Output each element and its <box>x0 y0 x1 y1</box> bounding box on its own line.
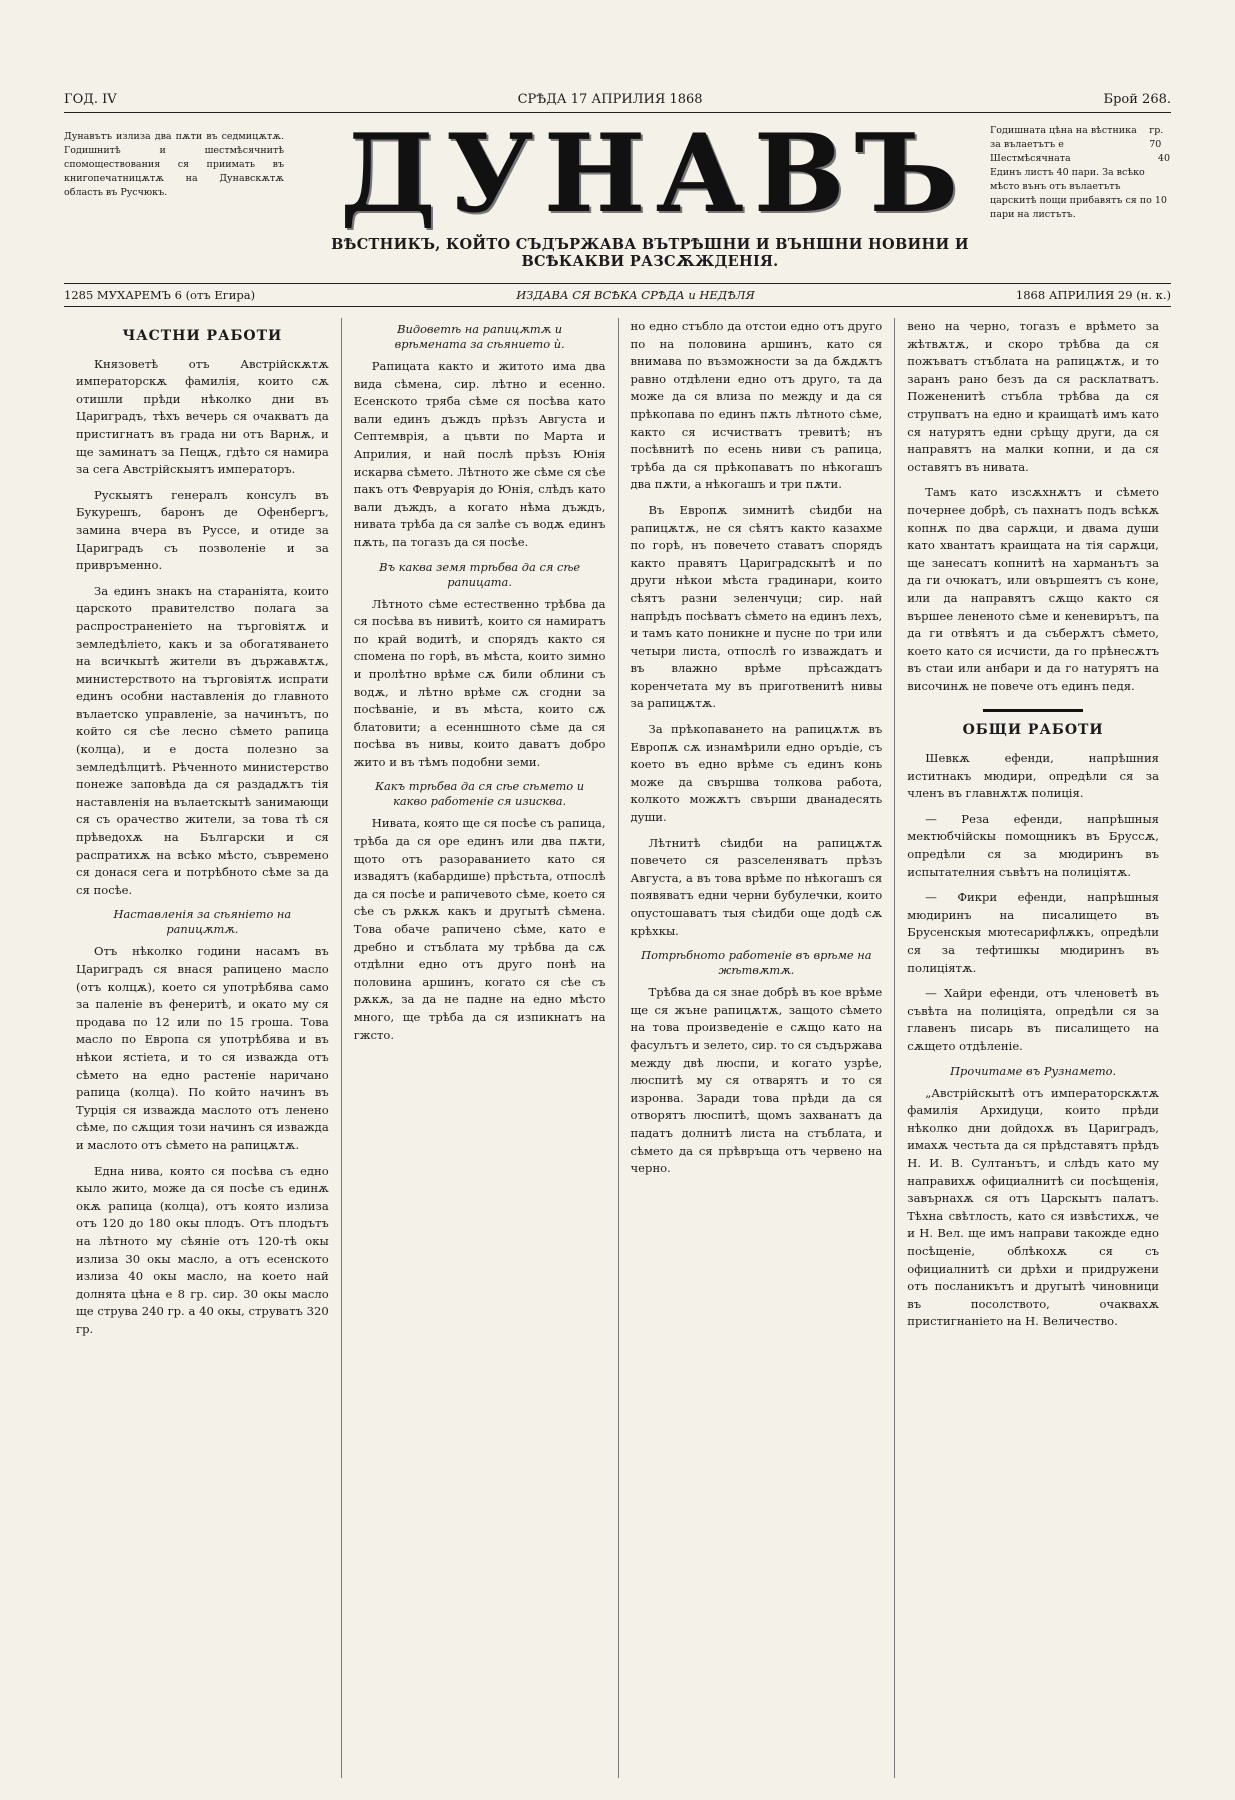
masthead <box>331 111 969 270</box>
paragraph: — Фикри ефенди, напрѣшныя мюдиринъ на писалището въ Брусенскыя мютесарифлѫкъ, опредѣли ся за тефтишкы мюдиринъ въ полиціятѫ. <box>907 890 1159 975</box>
price-value-2: 40 <box>1157 153 1170 164</box>
paragraph: Нивата, която ще ся посѣе съ рапица, трѣба да ся оре единъ или два пѫти, щото отъ разораванието като ся извадятъ (кабардише) прѣстьта, отпослѣ да ся посѣе и рапичевото сѣме, което ся сѣе съ рѫкѫ какъ и другытѣ сѣмена. Това обаче рапичено сѣме, като е дребно и стъблата му трѣбва да сѫ отдѣлни едно отъ друго понѣ на половина аршинъ, когато ся сѣе съ рѫкѫ, за да не падне на едно мѣсто много, ще трѣба да ся изпикнатъ на гжсто. <box>353 816 606 1042</box>
paragraph: но едно стъбло да отстои едно отъ друго по на половина аршинъ, като ся внимава по възможности за да бѫдѫтъ равно отдѣлени едно отъ друго, та да може да ся влиза по между и да ся прѣкопава по единъ пѫть лѣтното сѣме, както ся исчистватъ тревитѣ; нъ посѣвнитѣ по есень ниви съ рапица, трѣба да ся прѣкопаватъ по нѣкогашъ два пѫти, а нѣкогашъ и три пѫти. <box>630 319 883 492</box>
article-columns <box>64 318 1171 1778</box>
subheading: Видоветѣ на рапицѫтѫ и врѣмената за сѣянието ѝ. <box>394 322 565 351</box>
paragraph: Рапицата както и житото има два вида сѣмена, сир. лѣтно и есенно. Есенското тряба сѣме ся посѣва като вали единъ дъждъ прѣзъ Августа и Септемврія, а цъвти по Марта и Априлия, и най послѣ прѣзъ Юнія искарва сѣмето. Лѣтното же сѣме ся сѣе пакъ отъ Февруарія до Юнія, слѣдъ като вали дъждъ, а когато нѣма дъждъ, нивата трѣба да ся залѣе съ водѫ единъ пѫть, па тогазъ да ся посѣе. <box>353 359 606 549</box>
paragraph: Лѣтнитѣ сѣидби на рапицѫтѫ повечето ся разселеняватъ прѣзъ Августа, а въ това врѣме по нѣкогашъ ся появяватъ едни черни бубулечки, които опустошаватъ тыя сѣидби още додѣ сѫ крѣхкы. <box>630 835 883 938</box>
dateline-left: 1285 МУХАРЕМЪ 6 (отъ Егира) <box>64 288 256 302</box>
subheading: Наставленія за сѣяніето на рапицѫтѫ. <box>113 907 292 937</box>
newspaper-subtitle: ВѢСТНИКЪ, КОЙТО СЪДЪРЖАВА ВЪТРѢШНИ И ВЪНШНИ НОВИНИ И ВСѢКАКВИ РАЗСѪЖДЕНІЯ. <box>331 236 969 270</box>
dateline <box>64 288 1171 302</box>
price-box <box>990 124 1170 222</box>
paragraph: За прѣкопаването на рапицѫтѫ въ Европѫ сѫ изнамѣрили едно оръдіе, съ което въ едно врѣме съ единъ конь може да свършва толкова работа, колкото можѫтъ свърши дванадесять души. <box>630 722 883 825</box>
paragraph: Една нива, която ся посѣва съ едно кыло жито, може да ся посѣе съ единѫ окѫ рапица (колца), отъ която излиза отъ 120 до 180 окы плодъ. Отъ плодътъ на лѣтното му сѣяніе отъ 120-тѣ окы излиза 30 окы масло, а отъ есенското излиза 40 окы масло, на което най долнята цѣна е 8 гр. сир. 30 окы масло ще струва 240 гр. а 40 окы, струватъ 320 гр. <box>76 1163 329 1336</box>
paragraph: Лѣтното сѣме естественно трѣбва да ся посѣва въ нивитѣ, които ся намиратъ по край водитѣ, и спорядъ както ся спомена по горѣ, въ мѣста, които зимно и пролѣтно врѣме сѫ били облини съ водѫ, и лѣтно врѣме сѫ сгодни за посѣваніе, и въ мѣста, които сѫ блатовити; а есенншното сѣме да ся посѣва въ нивы, които даватъ добро жито и въ тѣмъ подобни земи. <box>353 596 606 769</box>
paragraph: „Австрійскытѣ отъ императорскѫтѫ фамилія Архидуци, които прѣди нѣколко дни дойдохѫ въ Цариградъ, имахѫ честьта да ся прѣдставятъ прѣдъ Н. И. В. Султанътъ, и слѣдъ като му направихѫ официалнитѣ си посѣщенія, завърнахѫ ся отъ Царскытъ палатъ. Тѣхна свѣтлость, като ся извѣстихѫ, че и Н. Вел. ще имъ направи такожде едно посѣщеніе, облѣкохѫ ся съ официалнитѣ си дрѣхи и придружени отъ посланикътъ и другытѣ чиновници въ посолството, очаквахѫ пристигнаніето на Н. Величество. <box>907 1085 1159 1329</box>
year-label: ГОД. IV <box>64 92 117 107</box>
price-note: Единъ листъ 40 пари. За всѣко мѣсто вънъ отъ вълаетътъ царскитѣ пощи прибавятъ ся по 10 пари на листътъ. <box>990 167 1167 220</box>
price-line-2: Шестмѣсячната <box>990 153 1071 164</box>
newspaper-title: ДУНАВЪ <box>340 111 969 237</box>
paragraph: Рускыятъ генералъ консулъ въ Букурешъ, баронъ де Офенбергъ, замина вчера въ Руссе, и отиде за Цариградъ съ позволеніе и за привръменно. <box>76 487 329 573</box>
publication-note: Дунавътъ излиза два пѫти въ седмицѫтѫ. Годишнитѣ и шестмѣсячнитѣ спомоществования ся приимать въ книгопечатницѫтѫ на Дунавскѫтѫ область въ Русчюкъ. <box>64 131 284 198</box>
subheading: Прочитаме въ Рузнамето. <box>950 1063 1117 1078</box>
price-line-1: Годишната цѣна на вѣстника за вълаетътъ е <box>990 125 1137 150</box>
paragraph: За единъ знакъ на стараніята, които царското правителство полага за распространеніето на търговіятѫ и земледѣліето, какъ и за обогатяването на всичкытѣ жители въ държавѫтѫ, министерството на търговіятѫ испрати единъ особни наставленія до главното вълаетско управленіе, за начинътъ, по който ся сѣе лесно сѣмето рапица (колца), и е доста полезно за земледѣлцитѣ. Рѣченното министерство понеже заповѣда да ся раздадѫтъ тія наставленія на вълаетскытѣ занимающи ся съ орачество жители, за това тѣ ся прѣведохѫ на Български и ся распратихѫ на всѣко мѣсто, съвремено ся донася сега и потрѣбното сѣме за да ся посѣе. <box>76 583 329 897</box>
subheading: Потрѣбното работеніе въ врѣме на жѣтвѫтѫ. <box>641 948 872 978</box>
issue-number: Брой 268. <box>1103 92 1171 107</box>
paragraph: Князоветѣ отъ Австрійскѫтѫ императорскѫ фамилія, които сѫ отишли прѣди нѣколко дни въ Цариградъ, тѣхъ вечерь ся очакватъ да пристигнатъ въ града ни отъ Варнѫ, и ще заминатъ за Пещѫ, гдѣто ся намира за сега Австрійскыятъ императоръ. <box>76 356 329 477</box>
paragraph: Трѣбва да ся знае добрѣ въ кое врѣме ще ся жъне рапицѫтѫ, защото сѣмето на това произведеніе е сѫщо като на фасулътъ и зелето, сир. то ся съдържава между двѣ люспи, и когато узрѣе, люспитѣ му ся отварятъ и то ся изронва. Заради това прѣди да ся отворятъ люспитѣ, щомъ захванатъ да падатъ долнитѣ листа на стъблата, и сѣмето да ся прѣвръща отъ червено на черно. <box>630 985 883 1176</box>
subheading: Въ каква земя трѣбва да ся сѣе рапицата. <box>379 559 581 589</box>
paragraph: Отъ нѣколко години насамъ въ Цариградъ ся внася рапицено масло (отъ колцѫ), което ся употрѣбява само за паленіе въ фенеритѣ, и окато му ся продава по 12 или по 15 гроша. Това масло по Европа ся употрѣбява и въ нѣкои ястіета, и то ся изважда отъ сѣмето на едно растеніе наричано рапица (колца). По който начинъ въ Турція ся изважда маслото отъ ленено сѣме, по сѫщия този начинъ ся изважда и маслото отъ сѣмето на рапицѫтѫ. <box>76 944 329 1152</box>
column-3 <box>618 318 895 1778</box>
dateline-right: 1868 АПРИЛИЯ 29 (н. к.) <box>1015 288 1171 302</box>
dateline-rule-bottom <box>64 306 1171 307</box>
top-line <box>64 92 1171 107</box>
paragraph: вено на черно, тогазъ е врѣмето за жѣтвѫтѫ, и скоро трѣбва да ся пожъватъ стъблата на рапицѫтѫ, и то заранъ рано безъ да ся расклатватъ. Пожененитѣ стъбла трѣбва да ся струпватъ на едно и краищатѣ имъ като ся натурятъ едни срѣщу други, да ся направятъ на малки копни, и да ся оставятъ въ нивата. <box>907 319 1159 474</box>
subheading: Какъ трѣбва да ся сѣе сѣмето и какво работеніе ся изисква. <box>375 779 585 809</box>
paragraph: — Хайри ефенди, отъ членоветѣ въ съвѣта на полиціята, опредѣли ся за главенъ писарь въ писалището на сѫщето отдѣленіе. <box>907 986 1159 1053</box>
section-heading-private: ЧАСТНИ РАБОТИ <box>122 328 283 344</box>
paragraph: Въ Европѫ зимнитѣ сѣидби на рапицѫтѫ, не ся сѣятъ както казахме по горѣ, нъ повечето ставатъ спорядъ както правятъ Цариградскытѣ и по други нѣкои мѣста градинари, които сѣятъ разни зеленчуци; сир. най напрѣдъ посѣватъ сѣмето на единъ лехъ, и тамъ като поникне и пусне по три или четыри листа, отпослѣ го изваждатъ и въ влажно врѣме прѣсаждатъ коренчетата му въ приготвенитѣ нивы за рапицѫтѫ. <box>630 502 883 711</box>
paragraph: Шевкѫ ефенди, напрѣшния иститнакъ мюдири, опредѣли ся за членъ въ главнѫтѫ полиція. <box>907 751 1159 801</box>
section-heading-general: ОБЩИ РАБОТИ <box>962 722 1104 739</box>
price-value-1: гр. 70 <box>1149 125 1164 150</box>
column-1 <box>64 318 341 1778</box>
paragraph: — Реза ефенди, напрѣшныя мектюбчійскы помощникъ въ Бруссѫ, опредѣли ся за мюдиринъ въ испытателния съвѣтъ на полиціятѫ. <box>907 811 1159 879</box>
section-divider <box>983 709 1083 712</box>
column-2 <box>341 318 618 1778</box>
dateline-center: ИЗДАВА СЯ ВСѢКА СРѢДА и НЕДѢЛЯ <box>516 288 755 302</box>
issue-date: СРѢДА 17 АПРИЛИЯ 1868 <box>517 92 703 107</box>
dateline-rule-top <box>64 283 1171 284</box>
column-4 <box>894 318 1171 1778</box>
paragraph: Тамъ като изсѫхнѫтъ и сѣмето почернее добрѣ, съ пахнатъ подъ всѣкѫ копнѫ по два сарѫци, и двама души като хвантатъ краищата на тія сарѫци, ще занесатъ копнитѣ на харманътъ за да ги очюкатъ, или овършеятъ съ коне, или да направятъ сѫщо както ся вършее лененото сѣме и кеневирътъ, па да ги отвѣятъ и да съберѫтъ сѣмето, което като ся исчисти, да го прѣнесѫтъ въ стаи или анбари и да го натурятъ на височинѫ не повече отъ единъ педя. <box>907 485 1159 693</box>
